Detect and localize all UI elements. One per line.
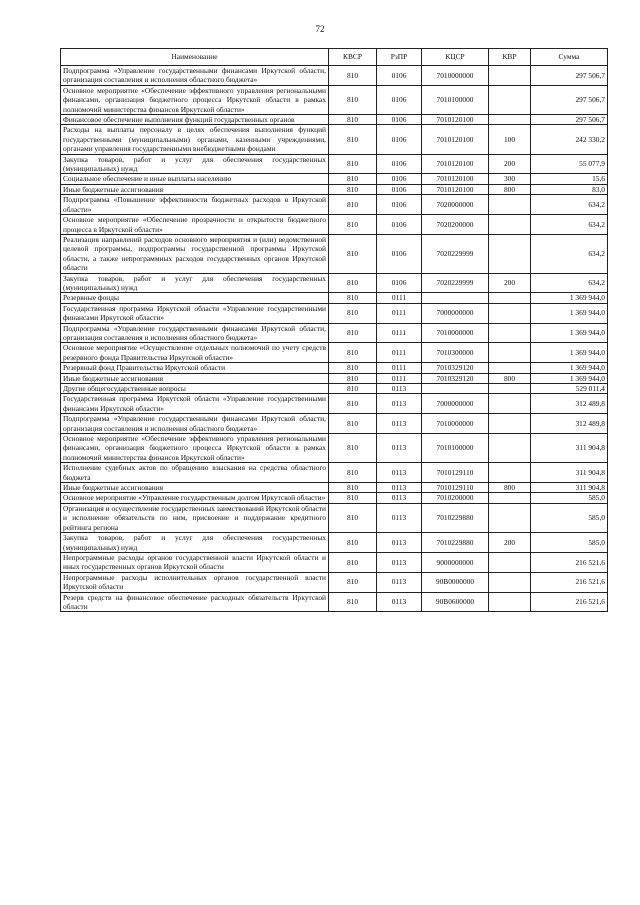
cell-sum: 634,2 xyxy=(531,215,608,235)
cell-kcsr: 90В0600000 xyxy=(422,592,489,612)
cell-rzpr: 0106 xyxy=(377,125,422,154)
cell-kcsr: 7010000000 xyxy=(422,66,489,86)
cell-kcsr: 7000000000 xyxy=(422,394,489,414)
cell-name: Иные бюджетные ассигнования xyxy=(61,483,329,493)
cell-kcsr: 7010129110 xyxy=(422,483,489,493)
table-row xyxy=(61,373,608,383)
table-row xyxy=(61,503,608,532)
cell-kvsr: 810 xyxy=(329,174,377,184)
cell-sum: 311 904,8 xyxy=(531,463,608,483)
cell-rzpr: 0113 xyxy=(377,493,422,503)
header-kvr: КВР xyxy=(489,49,531,66)
cell-kvsr: 810 xyxy=(329,303,377,323)
cell-kvr xyxy=(489,572,531,592)
cell-kcsr: 7010229880 xyxy=(422,533,489,553)
cell-kvsr: 810 xyxy=(329,463,377,483)
table-row xyxy=(61,303,608,323)
cell-name: Резервный фонд Правительства Иркутской области xyxy=(61,363,329,373)
cell-kvr xyxy=(489,463,531,483)
cell-kvr xyxy=(489,195,531,215)
cell-rzpr: 0113 xyxy=(377,533,422,553)
cell-rzpr: 0113 xyxy=(377,463,422,483)
cell-kcsr: 7020229999 xyxy=(422,234,489,273)
cell-kvr xyxy=(489,66,531,86)
cell-kvsr: 810 xyxy=(329,293,377,303)
cell-kvr xyxy=(489,592,531,612)
cell-sum: 1 369 944,0 xyxy=(531,363,608,373)
cell-kvsr: 810 xyxy=(329,533,377,553)
cell-name: Государственная программа Иркутской области «Управление государственными финансами Иркутской области» xyxy=(61,394,329,414)
cell-kvsr: 810 xyxy=(329,343,377,363)
cell-kcsr: 7010120100 xyxy=(422,154,489,174)
cell-name: Реализация направлений расходов основного мероприятия и (или) ведомственной целевой программы, подпрограммы государственной программы Иркутской области, а также непрограммных расходов государственных органов Иркутской области xyxy=(61,234,329,273)
table-row xyxy=(61,115,608,125)
table-row xyxy=(61,154,608,174)
cell-name: Иные бюджетные ассигнования xyxy=(61,373,329,383)
cell-kvr xyxy=(489,303,531,323)
cell-kvsr: 810 xyxy=(329,373,377,383)
table-row xyxy=(61,273,608,293)
cell-kcsr: 7010129110 xyxy=(422,463,489,483)
cell-name: Резерв средств на финансовое обеспечение расходных обязательств Иркутской области xyxy=(61,592,329,612)
cell-sum: 634,2 xyxy=(531,273,608,293)
cell-name: Основное мероприятие «Обеспечение эффективного управления региональными финансами, организация бюджетного процесса Иркутской области в рамках полномочий министерства финансов Иркутской области» xyxy=(61,85,329,114)
cell-rzpr: 0106 xyxy=(377,154,422,174)
cell-rzpr: 0106 xyxy=(377,85,422,114)
table-row xyxy=(61,323,608,343)
table-row xyxy=(61,85,608,114)
cell-kcsr: 7010000000 xyxy=(422,414,489,434)
cell-kcsr: 7010120100 xyxy=(422,184,489,194)
cell-kcsr: 7010000000 xyxy=(422,323,489,343)
cell-sum: 1 369 944,0 xyxy=(531,373,608,383)
cell-kvsr: 810 xyxy=(329,592,377,612)
cell-kcsr: 7010120100 xyxy=(422,125,489,154)
table-row xyxy=(61,125,608,154)
cell-kvr xyxy=(489,503,531,532)
cell-sum: 1 369 944,0 xyxy=(531,323,608,343)
cell-sum: 529 011,4 xyxy=(531,384,608,394)
cell-rzpr: 0113 xyxy=(377,592,422,612)
cell-rzpr: 0113 xyxy=(377,384,422,394)
cell-sum: 312 489,8 xyxy=(531,394,608,414)
cell-kvsr: 810 xyxy=(329,414,377,434)
cell-kvr xyxy=(489,384,531,394)
table-row xyxy=(61,363,608,373)
header-kvsr: КВСР xyxy=(329,49,377,66)
table-row xyxy=(61,384,608,394)
cell-rzpr: 0106 xyxy=(377,66,422,86)
table-row xyxy=(61,414,608,434)
cell-sum: 311 904,8 xyxy=(531,483,608,493)
cell-kvr xyxy=(489,493,531,503)
cell-kvsr: 810 xyxy=(329,85,377,114)
cell-name: Организация и осуществление государственных заимствований Иркутской области и исполнение обязательств по ним, присвоение и поддержание кредитного рейтинга региона xyxy=(61,503,329,532)
cell-sum: 216 521,6 xyxy=(531,592,608,612)
cell-kvsr: 810 xyxy=(329,115,377,125)
cell-kvsr: 810 xyxy=(329,154,377,174)
cell-sum: 55 077,9 xyxy=(531,154,608,174)
table-row xyxy=(61,493,608,503)
cell-sum: 216 521,6 xyxy=(531,572,608,592)
cell-kvsr: 810 xyxy=(329,483,377,493)
cell-kcsr: 7010120100 xyxy=(422,174,489,184)
table-row xyxy=(61,174,608,184)
table-row xyxy=(61,463,608,483)
cell-kvr xyxy=(489,323,531,343)
cell-rzpr: 0111 xyxy=(377,323,422,343)
cell-rzpr: 0113 xyxy=(377,483,422,493)
header-sum: Сумма xyxy=(531,49,608,66)
cell-kvsr: 810 xyxy=(329,195,377,215)
cell-kcsr: 7010329120 xyxy=(422,373,489,383)
cell-name: Иные бюджетные ассигнования xyxy=(61,184,329,194)
cell-kvsr: 810 xyxy=(329,234,377,273)
cell-kcsr: 7010200000 xyxy=(422,493,489,503)
table-body xyxy=(61,66,608,612)
cell-name: Подпрограмма «Управление государственными финансами Иркутской области, организация составления и исполнения областного бюджета» xyxy=(61,414,329,434)
cell-rzpr: 0111 xyxy=(377,363,422,373)
cell-rzpr: 0113 xyxy=(377,503,422,532)
cell-kvr xyxy=(489,343,531,363)
cell-name: Закупка товаров, работ и услуг для обеспечения государственных (муниципальных) нужд xyxy=(61,154,329,174)
cell-kvr xyxy=(489,363,531,373)
cell-sum: 83,0 xyxy=(531,184,608,194)
cell-name: Закупка товаров, работ и услуг для обеспечения государственных (муниципальных) нужд xyxy=(61,533,329,553)
cell-name: Социальное обеспечение и иные выплаты населению xyxy=(61,174,329,184)
cell-name: Другие общегосударственные вопросы xyxy=(61,384,329,394)
cell-rzpr: 0106 xyxy=(377,234,422,273)
cell-name: Подпрограмма «Управление государственными финансами Иркутской области, организация составления и исполнения областного бюджета» xyxy=(61,323,329,343)
cell-name: Непрограммные расходы исполнительных органов государственной власти Иркутской области xyxy=(61,572,329,592)
cell-kvsr: 810 xyxy=(329,384,377,394)
cell-sum: 297 506,7 xyxy=(531,85,608,114)
cell-kcsr: 9000000000 xyxy=(422,552,489,572)
cell-kvr: 200 xyxy=(489,273,531,293)
cell-kvsr: 810 xyxy=(329,323,377,343)
cell-sum: 297 506,7 xyxy=(531,115,608,125)
table-row xyxy=(61,66,608,86)
budget-table xyxy=(60,48,608,612)
table-row xyxy=(61,293,608,303)
cell-kcsr: 7000000000 xyxy=(422,303,489,323)
cell-sum: 585,0 xyxy=(531,533,608,553)
cell-rzpr: 0113 xyxy=(377,414,422,434)
cell-kvsr: 810 xyxy=(329,394,377,414)
cell-kcsr: 7010329120 xyxy=(422,363,489,373)
cell-name: Финансовое обеспечение выполнения функций государственных органов xyxy=(61,115,329,125)
cell-sum: 585,0 xyxy=(531,503,608,532)
cell-kvr xyxy=(489,234,531,273)
cell-kvsr: 810 xyxy=(329,503,377,532)
cell-name: Основное мероприятие «Управление государственным долгом Иркутской области» xyxy=(61,493,329,503)
cell-sum: 297 506,7 xyxy=(531,66,608,86)
cell-name: Подпрограмма «Повышение эффективности бюджетных расходов в Иркутской области» xyxy=(61,195,329,215)
cell-name: Исполнение судебных актов по обращению взыскания на средства областного бюджета xyxy=(61,463,329,483)
cell-rzpr: 0106 xyxy=(377,273,422,293)
cell-kvr xyxy=(489,434,531,463)
header-row xyxy=(61,49,608,66)
cell-kcsr: 7010300000 xyxy=(422,343,489,363)
cell-kvr xyxy=(489,293,531,303)
cell-rzpr: 0106 xyxy=(377,184,422,194)
table-row xyxy=(61,434,608,463)
cell-name: Государственная программа Иркутской области «Управление государственными финансами Иркутской области» xyxy=(61,303,329,323)
cell-kcsr: 7010229880 xyxy=(422,503,489,532)
cell-name: Основное мероприятие «Обеспечение эффективного управления региональными финансами, организация бюджетного процесса Иркутской области в рамках полномочий министерства финансов Иркутской области» xyxy=(61,434,329,463)
cell-kcsr: 7010120100 xyxy=(422,115,489,125)
cell-kvr: 800 xyxy=(489,373,531,383)
page-number: 72 xyxy=(315,24,325,34)
cell-kvr xyxy=(489,115,531,125)
cell-kvr: 200 xyxy=(489,154,531,174)
cell-kcsr xyxy=(422,293,489,303)
cell-rzpr: 0106 xyxy=(377,115,422,125)
cell-kcsr: 90В0000000 xyxy=(422,572,489,592)
cell-kvsr: 810 xyxy=(329,125,377,154)
cell-rzpr: 0106 xyxy=(377,195,422,215)
cell-rzpr: 0111 xyxy=(377,343,422,363)
cell-kcsr: 7020200000 xyxy=(422,215,489,235)
cell-kvr: 200 xyxy=(489,533,531,553)
cell-rzpr: 0106 xyxy=(377,174,422,184)
cell-kvsr: 810 xyxy=(329,572,377,592)
header-kcsr: КЦСР xyxy=(422,49,489,66)
cell-kvsr: 810 xyxy=(329,363,377,373)
cell-rzpr: 0111 xyxy=(377,293,422,303)
table-header xyxy=(61,49,608,66)
table-row xyxy=(61,195,608,215)
cell-sum: 216 521,6 xyxy=(531,552,608,572)
cell-kvr: 100 xyxy=(489,125,531,154)
cell-sum: 312 489,8 xyxy=(531,414,608,434)
cell-kvsr: 810 xyxy=(329,66,377,86)
cell-kcsr: 7010100000 xyxy=(422,85,489,114)
table-row xyxy=(61,234,608,273)
table-row xyxy=(61,552,608,572)
cell-sum: 15,6 xyxy=(531,174,608,184)
cell-kcsr: 7020229999 xyxy=(422,273,489,293)
cell-sum: 311 904,8 xyxy=(531,434,608,463)
table-row xyxy=(61,184,608,194)
cell-sum: 585,0 xyxy=(531,493,608,503)
cell-rzpr: 0106 xyxy=(377,215,422,235)
cell-name: Закупка товаров, работ и услуг для обеспечения государственных (муниципальных) нужд xyxy=(61,273,329,293)
cell-kvr xyxy=(489,394,531,414)
cell-sum: 634,2 xyxy=(531,234,608,273)
table-row xyxy=(61,572,608,592)
cell-kvr xyxy=(489,85,531,114)
cell-name: Непрограммные расходы органов государственной власти Иркутской области и иных государственных органов Иркутской области xyxy=(61,552,329,572)
cell-kcsr: 7010100000 xyxy=(422,434,489,463)
table-row xyxy=(61,483,608,493)
cell-sum: 242 330,2 xyxy=(531,125,608,154)
cell-name: Подпрограмма «Управление государственными финансами Иркутской области, организация составления и исполнения областного бюджета» xyxy=(61,66,329,86)
cell-name: Основное мероприятие «Обеспечение прозрачности и открытости бюджетного процесса в Иркутской области» xyxy=(61,215,329,235)
table-row xyxy=(61,343,608,363)
table-row xyxy=(61,533,608,553)
cell-kvsr: 810 xyxy=(329,273,377,293)
cell-sum: 634,2 xyxy=(531,195,608,215)
header-name: Наименование xyxy=(61,49,329,66)
cell-name: Резервные фонды xyxy=(61,293,329,303)
cell-name: Расходы на выплаты персоналу в целях обеспечения выполнения функций государственными (муниципальными) органами, казенными учреждениями, органами управления государственными внебюджетными фондами xyxy=(61,125,329,154)
cell-kvr xyxy=(489,552,531,572)
cell-rzpr: 0113 xyxy=(377,552,422,572)
cell-sum: 1 369 944,0 xyxy=(531,293,608,303)
table-row xyxy=(61,215,608,235)
cell-rzpr: 0113 xyxy=(377,572,422,592)
cell-rzpr: 0113 xyxy=(377,434,422,463)
cell-kvsr: 810 xyxy=(329,184,377,194)
cell-kvr: 800 xyxy=(489,483,531,493)
table-row xyxy=(61,592,608,612)
cell-kcsr xyxy=(422,384,489,394)
cell-sum: 1 369 944,0 xyxy=(531,343,608,363)
cell-kvsr: 810 xyxy=(329,552,377,572)
cell-kcsr: 7020000000 xyxy=(422,195,489,215)
header-rzpr: РзПР xyxy=(377,49,422,66)
cell-kvr xyxy=(489,215,531,235)
cell-name: Основное мероприятие «Осуществление отдельных полномочий по учету средств резервного фонда Правительства Иркутской области» xyxy=(61,343,329,363)
cell-sum: 1 369 944,0 xyxy=(531,303,608,323)
table-row xyxy=(61,394,608,414)
cell-rzpr: 0111 xyxy=(377,373,422,383)
cell-kvr: 800 xyxy=(489,184,531,194)
cell-rzpr: 0113 xyxy=(377,394,422,414)
cell-rzpr: 0111 xyxy=(377,303,422,323)
cell-kvsr: 810 xyxy=(329,434,377,463)
cell-kvsr: 810 xyxy=(329,493,377,503)
cell-kvr: 300 xyxy=(489,174,531,184)
cell-kvsr: 810 xyxy=(329,215,377,235)
cell-kvr xyxy=(489,414,531,434)
